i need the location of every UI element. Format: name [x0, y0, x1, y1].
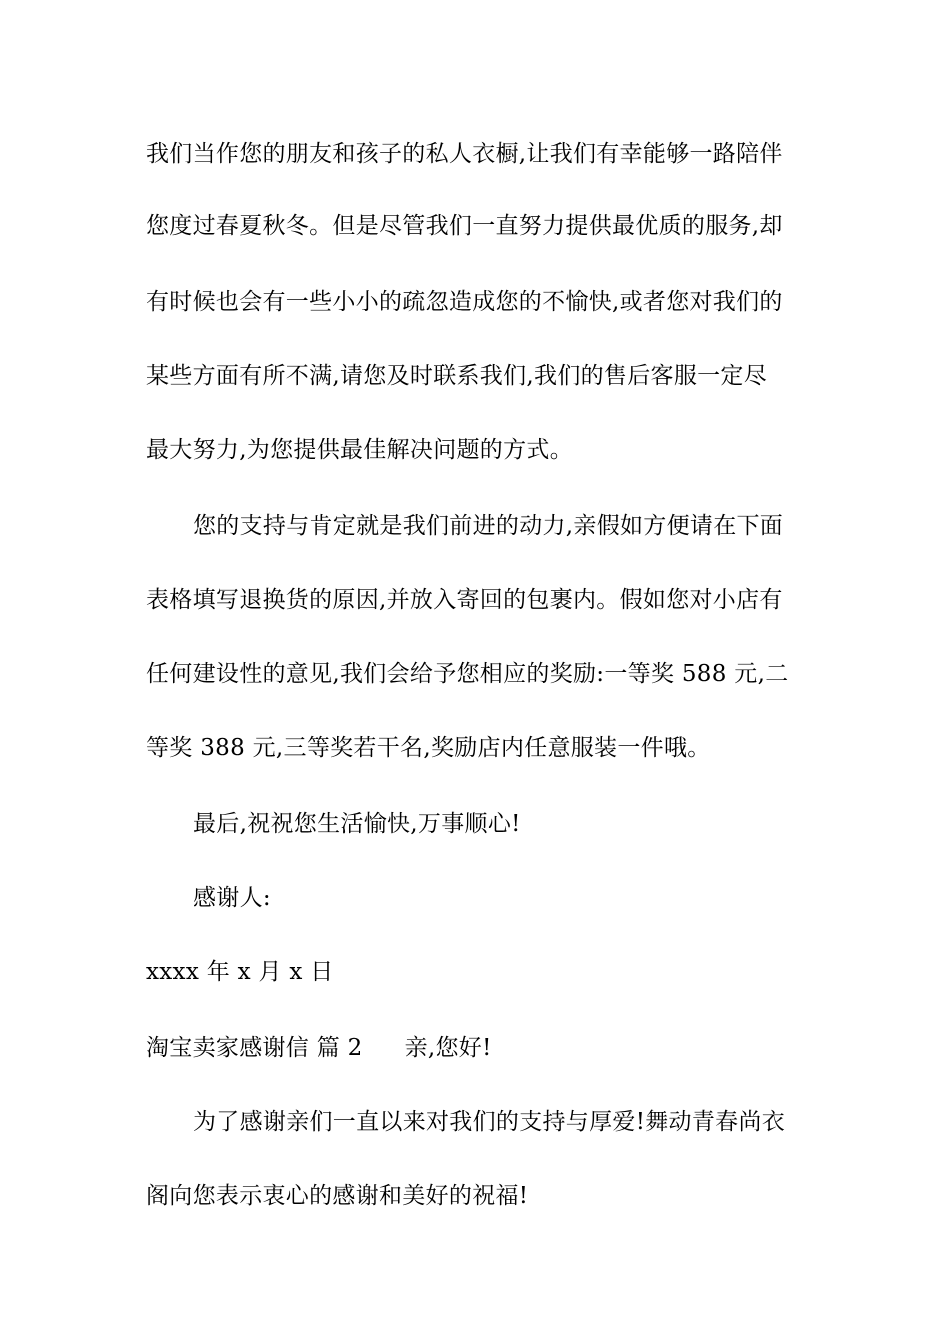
paragraph-line: 您的支持与肯定就是我们前进的动力,亲假如方便请在下面	[193, 513, 784, 539]
paragraph-line: 最大努力,为您提供最佳解决问题的方式。	[146, 437, 574, 463]
paragraph-line: 我们当作您的朋友和孩子的私人衣橱,让我们有幸能够一路陪伴	[146, 141, 783, 167]
paragraph-line: 阁向您表示衷心的感谢和美好的祝福!	[146, 1183, 529, 1209]
paragraph-line: 您度过春夏秋冬。但是尽管我们一直努力提供最优质的服务,却	[146, 213, 783, 239]
signature-line: 感谢人:	[193, 885, 271, 911]
paragraph-line: 等奖 388 元,三等奖若干名,奖励店内任意服装一件哦。	[146, 735, 711, 761]
date-line: xxxx 年 x 月 x 日	[146, 959, 334, 985]
paragraph-line: 某些方面有所不满,请您及时联系我们,我们的售后客服一定尽	[146, 363, 768, 389]
paragraph-line: 为了感谢亲们一直以来对我们的支持与厚爱!舞动青春尚衣	[193, 1109, 786, 1135]
greeting: 亲,您好!	[404, 1035, 492, 1061]
paragraph-line: 任何建设性的意见,我们会给予您相应的奖励:一等奖 588 元,二	[146, 661, 789, 687]
paragraph-line: 有时候也会有一些小小的疏忽造成您的不愉快,或者您对我们的	[146, 289, 783, 315]
paragraph-line: 表格填写退换货的原因,并放入寄回的包裹内。假如您对小店有	[146, 587, 783, 613]
section-heading: 淘宝卖家感谢信 篇 2	[146, 1035, 363, 1061]
section-heading-line	[146, 1033, 816, 1063]
closing-line: 最后,祝祝您生活愉快,万事顺心!	[193, 811, 521, 837]
